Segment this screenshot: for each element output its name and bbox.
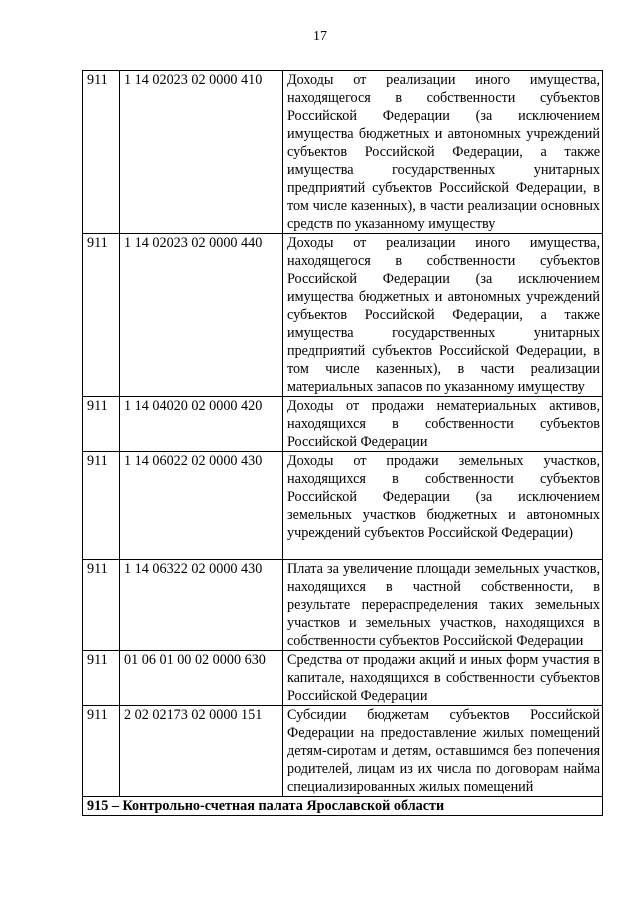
description-cell: Доходы от реализации иного имущества, находящегося в собственности субъектов Российской Федерации (за исключением имущества бюджетных и автономных учреждений субъектов Российской Федерации, а также имущества государственных унитарных предприятий субъектов Российской Федерации, в том числе казенных), в части реализации основных средств по указанному имуществу <box>283 71 603 234</box>
page-number: 17 <box>313 29 327 44</box>
section-header-row <box>83 797 603 816</box>
table-row <box>83 706 603 797</box>
description-cell: Субсидии бюджетам субъектов Российской Федерации на предоставление жилых помещений детям-сиротам и детям, оставшимся без попечения родителей, лицам из их числа по договорам найма специализированных жилых помещений <box>283 706 603 797</box>
table-row <box>83 560 603 651</box>
description-cell: Доходы от продажи земельных участков, находящихся в собственности субъектов Российской Федерации (за исключением земельных участков бюджетных и автономных учреждений субъектов Российской Федерации) <box>283 452 603 560</box>
admin-code-cell: 911 <box>83 706 120 797</box>
revenue-code-table <box>82 70 603 816</box>
description-cell: Плата за увеличение площади земельных участков, находящихся в частной собственности, в результате перераспределения таких земельных участков и земельных участков, находящихся в собственности субъектов Российской Федерации <box>283 560 603 651</box>
budget-code-cell: 01 06 01 00 02 0000 630 <box>120 651 283 706</box>
budget-code-cell: 1 14 06022 02 0000 430 <box>120 452 283 560</box>
table-row <box>83 452 603 560</box>
budget-code-cell: 1 14 04020 02 0000 420 <box>120 397 283 452</box>
description-cell: Доходы от продажи нематериальных активов, находящихся в собственности субъектов Российской Федерации <box>283 397 603 452</box>
table-row <box>83 651 603 706</box>
budget-code-cell: 1 14 06322 02 0000 430 <box>120 560 283 651</box>
description-cell: Средства от продажи акций и иных форм участия в капитале, находящихся в собственности субъектов Российской Федерации <box>283 651 603 706</box>
admin-code-cell: 911 <box>83 234 120 397</box>
admin-code-cell: 911 <box>83 452 120 560</box>
budget-code-cell: 1 14 02023 02 0000 440 <box>120 234 283 397</box>
admin-code-cell: 911 <box>83 71 120 234</box>
budget-code-cell: 2 02 02173 02 0000 151 <box>120 706 283 797</box>
table-row <box>83 397 603 452</box>
budget-code-cell: 1 14 02023 02 0000 410 <box>120 71 283 234</box>
table-row <box>83 234 603 397</box>
table-row <box>83 71 603 234</box>
admin-code-cell: 911 <box>83 560 120 651</box>
admin-code-cell: 911 <box>83 651 120 706</box>
section-header: 915 – Контрольно-счетная палата Ярославской области <box>83 797 603 816</box>
description-cell: Доходы от реализации иного имущества, находящегося в собственности субъектов Российской Федерации (за исключением имущества бюджетных и автономных учреждений субъектов Российской Федерации, а также имущества государственных унитарных предприятий субъектов Российской Федерации, в том числе казенных), в части реализации материальных запасов по указанному имуществу <box>283 234 603 397</box>
admin-code-cell: 911 <box>83 397 120 452</box>
